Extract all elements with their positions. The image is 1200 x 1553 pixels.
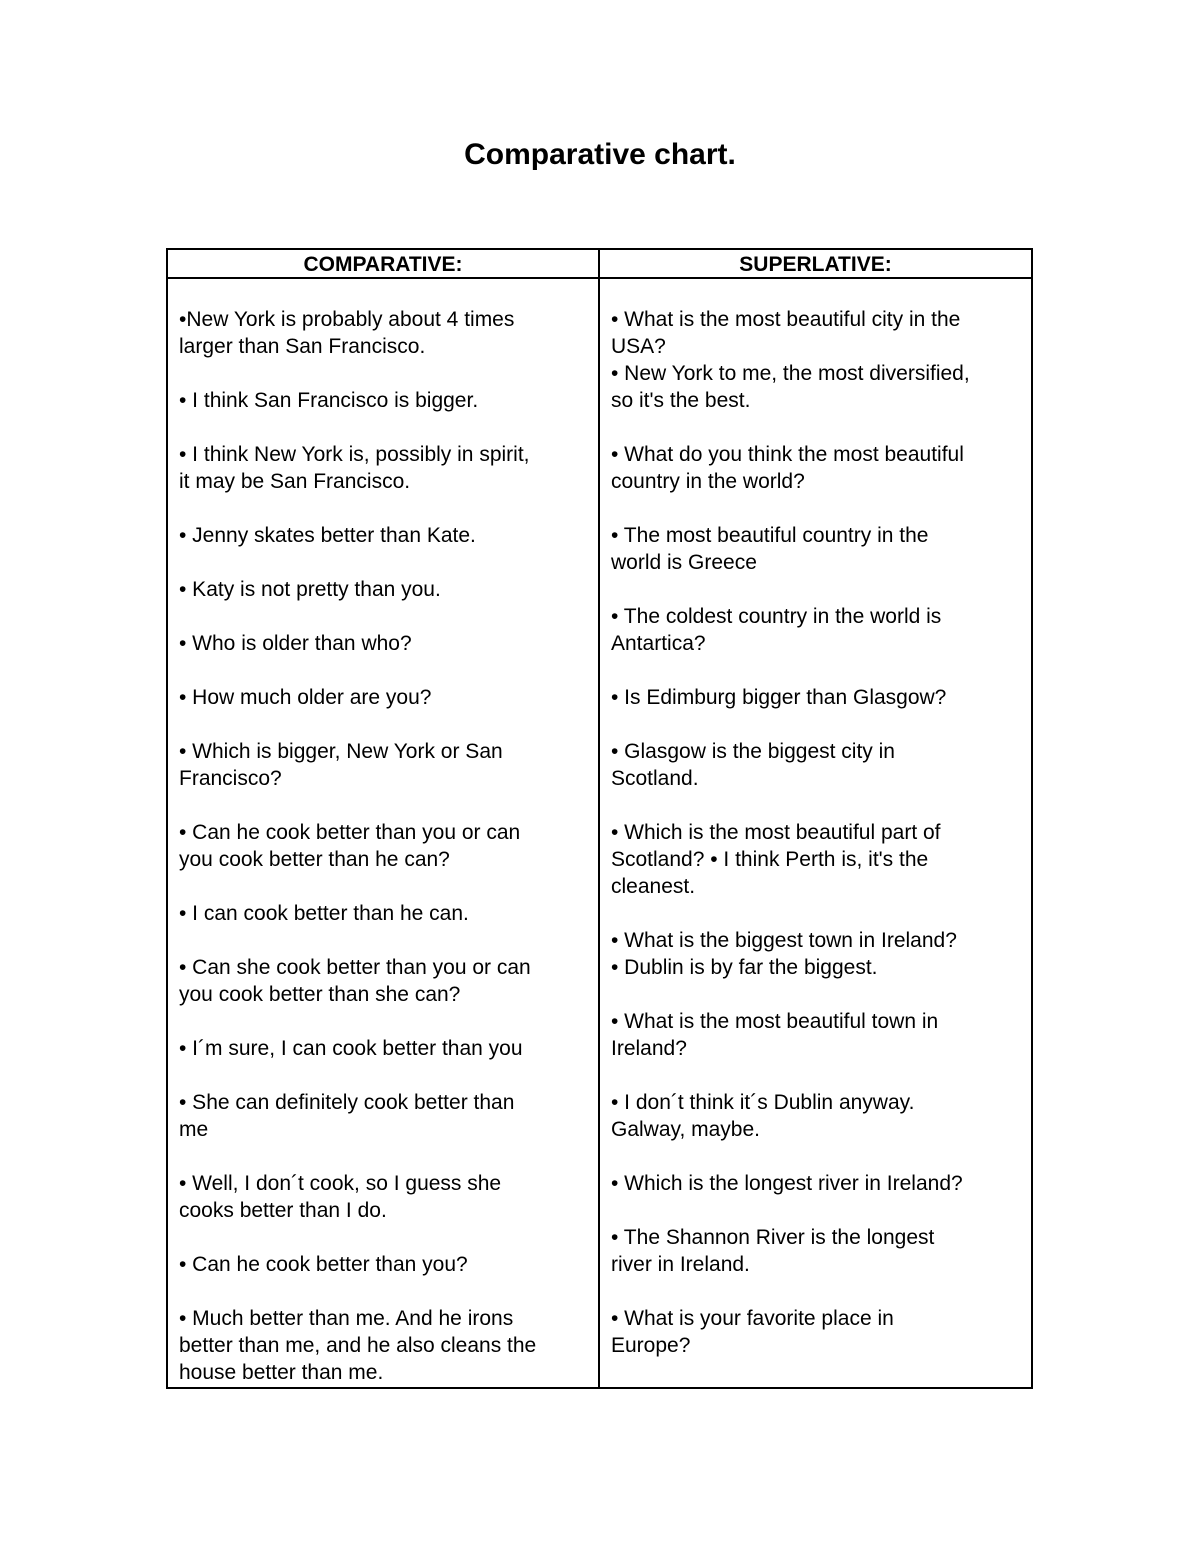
superlative-entry: • What is the biggest town in Ireland? • Dublin is by far the biggest. (611, 929, 957, 979)
comparison-table (166, 248, 1033, 1389)
comparative-entry: • I´m sure, I can cook better than you (179, 1037, 523, 1060)
comparative-entry: • Much better than me. And he irons better than me, and he also cleans the house better than me. (179, 1307, 537, 1384)
comparative-header: COMPARATIVE: (168, 250, 600, 279)
superlative-entry: • Which is the most beautiful part of Scotland? • I think Perth is, it's the cleanest. (611, 821, 941, 898)
comparative-entry: •New York is probably about 4 times larger than San Francisco. (179, 308, 515, 358)
comparative-entry: • Katy is not pretty than you. (179, 578, 441, 601)
superlative-entry: • Glasgow is the biggest city in Scotland. (611, 740, 895, 790)
comparative-entry: • Can he cook better than you or can you cook better than he can? (179, 821, 521, 871)
comparative-entry: • I think San Francisco is bigger. (179, 389, 479, 412)
superlative-entry: • Is Edimburg bigger than Glasgow? (611, 686, 947, 709)
comparative-entry: • I can cook better than he can. (179, 902, 469, 925)
comparative-entry: • She can definitely cook better than me (179, 1091, 515, 1141)
superlative-entry: • What is the most beautiful city in the USA? • New York to me, the most diversified, so it's the best. (611, 308, 970, 412)
comparative-entry: • Can she cook better than you or can you cook better than she can? (179, 956, 531, 1006)
comparative-entry: • Who is older than who? (179, 632, 412, 655)
superlative-header: SUPERLATIVE: (600, 250, 1031, 279)
comparative-entry: • Well, I don´t cook, so I guess she cooks better than I do. (179, 1172, 502, 1222)
comparative-entry: • I think New York is, possibly in spirit, it may be San Francisco. (179, 443, 530, 493)
page-title: Comparative chart. (464, 138, 736, 171)
superlative-entry: • What is the most beautiful town in Ireland? (611, 1010, 939, 1060)
superlative-entry: • What do you think the most beautiful country in the world? (611, 443, 964, 493)
comparative-column (168, 279, 600, 1387)
superlative-entry: • What is your favorite place in Europe? (611, 1307, 894, 1357)
comparative-entry: • Which is bigger, New York or San Francisco? (179, 740, 503, 790)
comparative-entry: • Can he cook better than you? (179, 1253, 468, 1276)
superlative-entry: • The most beautiful country in the world is Greece (611, 524, 929, 574)
comparative-entry: • Jenny skates better than Kate. (179, 524, 476, 547)
comparative-entry: • How much older are you? (179, 686, 432, 709)
superlative-entry: • I don´t think it´s Dublin anyway. Galway, maybe. (611, 1091, 915, 1141)
superlative-entry: • The coldest country in the world is Antartica? (611, 605, 942, 655)
superlative-entry: • The Shannon River is the longest river in Ireland. (611, 1226, 935, 1276)
superlative-column (600, 279, 1031, 1387)
superlative-entry: • Which is the longest river in Ireland? (611, 1172, 963, 1195)
